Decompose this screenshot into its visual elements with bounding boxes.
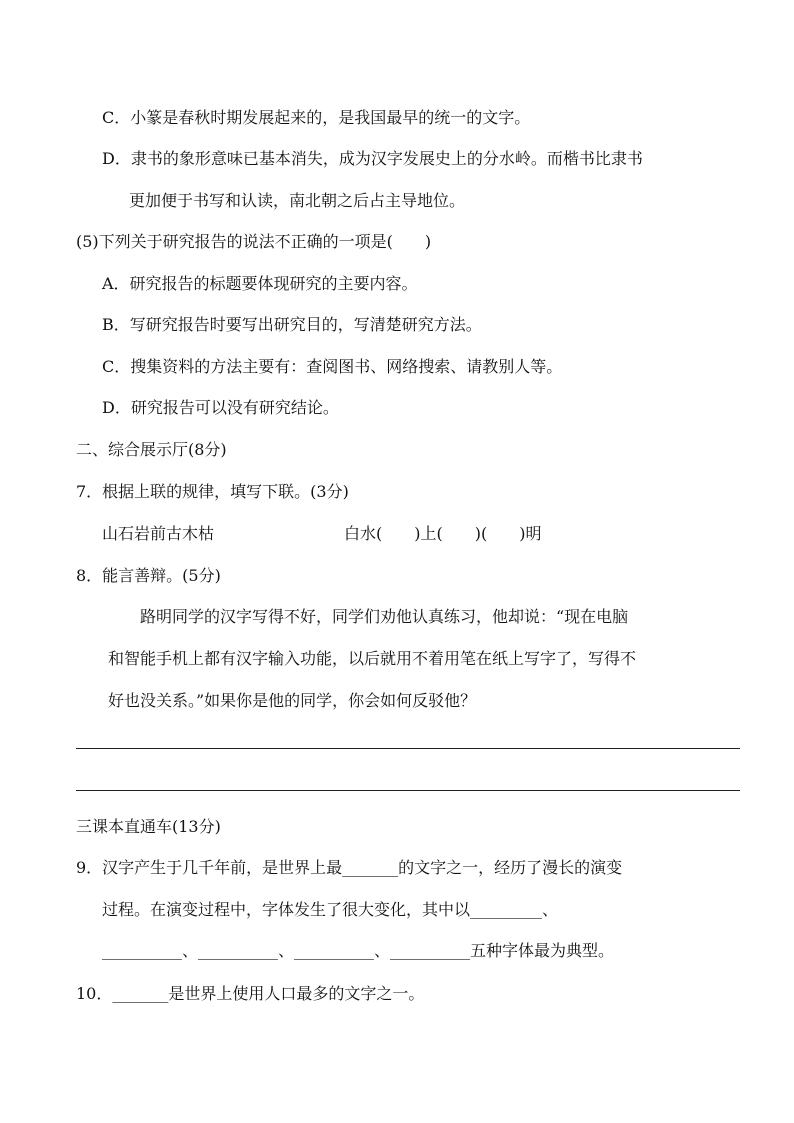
q7-lower-couplet: 白水( )上( )( )明 — [344, 524, 542, 543]
q7-stem: 7．根据上联的规律，填写下联。(3分) — [76, 482, 349, 501]
q9-line1: 9．汉字产生于几千年前，是世界上最_______的文字之一，经历了漫长的演变 — [76, 858, 623, 877]
section2-heading: 二、综合展示厅(8分) — [76, 440, 227, 459]
q4-option-c: C．小篆是春秋时期发展起来的，是我国最早的统一的文字。 — [102, 108, 531, 127]
q7-upper-couplet: 山石岩前古木枯 — [102, 524, 215, 543]
q4-option-d-line1: D．隶书的象形意味已基本消失，成为汉字发展史上的分水岭。而楷书比隶书 — [102, 149, 643, 168]
q8-paragraph-line1: 路明同学的汉字写得不好，同学们劝他认真练习，他却说：“现在电脑 — [140, 607, 629, 626]
q9-line2: 过程。在演变过程中，字体发生了很大变化，其中以_________、 — [102, 900, 559, 919]
q8-paragraph-line3: 好也没关系。”如果你是他的同学，你会如何反驳他？ — [108, 691, 477, 710]
q8-answer-line-2[interactable] — [76, 790, 740, 791]
q5-option-a: A．研究报告的标题要体现研究的主要内容。 — [102, 274, 418, 293]
q5-option-d: D．研究报告可以没有研究结论。 — [102, 398, 339, 417]
q8-paragraph-line2: 和智能手机上都有汉字输入功能，以后就用不着用笔在纸上写字了，写得不 — [108, 649, 637, 668]
q8-answer-line-1[interactable] — [76, 748, 740, 749]
q5-stem: (5)下列关于研究报告的说法不正确的一项是( ) — [76, 232, 432, 251]
q4-option-d-line2: 更加便于书写和认读，南北朝之后占主导地位。 — [129, 191, 466, 210]
q5-option-b: B．写研究报告时要写出研究目的，写清楚研究方法。 — [102, 315, 482, 334]
q9-line3: __________、__________、__________、__________五种字体最为典型。 — [102, 941, 615, 960]
q10: 10．_______是世界上使用人口最多的文字之一。 — [76, 984, 425, 1003]
q5-option-c: C．搜集资料的方法主要有：查阅图书、网络搜索、请教别人等。 — [102, 357, 563, 376]
section3-heading: 三课本直通车(13分) — [76, 817, 221, 836]
q8-stem: 8．能言善辩。(5分) — [76, 566, 221, 585]
